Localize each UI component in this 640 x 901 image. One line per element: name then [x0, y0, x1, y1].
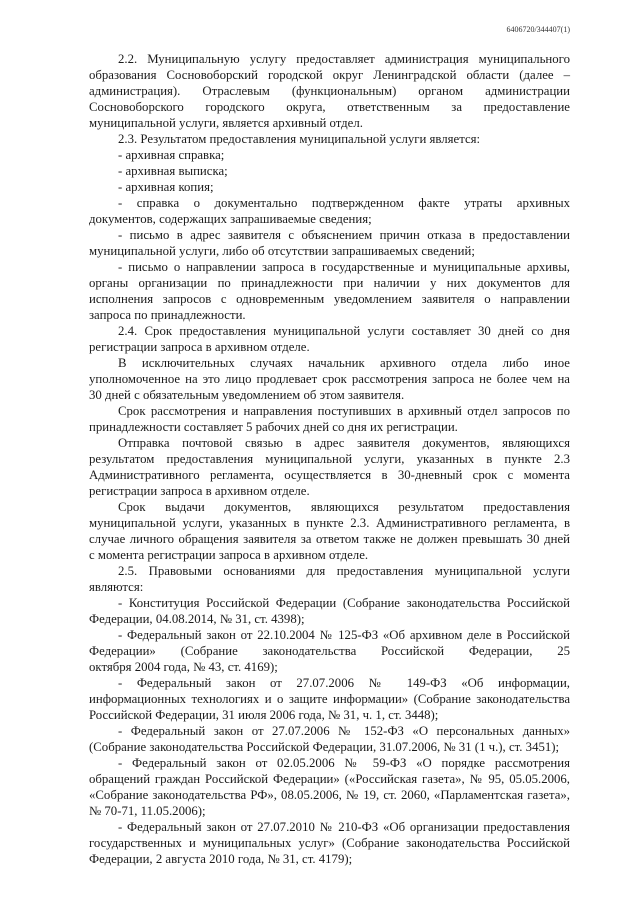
document-id: 6406720/344407(1) — [506, 25, 570, 34]
text-line: образования Сосновоборский городской округ Ленинградской области (далее – — [89, 68, 570, 82]
text-line: В исключительных случаях начальник архивного отдела либо иное — [118, 356, 570, 370]
text-line: органы организации по принадлежности при наличии у них документов для — [89, 276, 570, 290]
paragraph — [89, 499, 570, 563]
text-line: (Собрание законодательства Российской Федерации, 31.07.2006, № 31 (1 ч.), ст. 3451); — [89, 740, 560, 754]
text-line: с момента регистрации запроса в архивном отделе. — [89, 548, 369, 562]
paragraph — [89, 723, 570, 755]
text-line: администрация). Отраслевым (функциональным) органом администрации — [89, 84, 570, 98]
paragraph — [89, 563, 570, 595]
text-line: - Федеральный закон от 27.07.2006 № 149-ФЗ «Об информации, — [118, 676, 570, 690]
text-line: 2.2. Муниципальную услугу предоставляет администрация муниципального — [118, 52, 570, 66]
paragraph — [89, 755, 570, 819]
text-line: - архивная справка; — [118, 148, 225, 162]
text-line: - архивная копия; — [118, 180, 214, 194]
text-line: Отправка почтовой связью в адрес заявителя документов, являющихся — [118, 436, 570, 450]
paragraph — [89, 819, 570, 867]
paragraph — [89, 163, 570, 179]
text-line: 2.5. Правовыми основаниями для предоставления муниципальной услуги — [118, 564, 570, 578]
text-line: запроса по принадлежности. — [89, 308, 246, 322]
text-line: Федерации, 04.08.2014, № 31, ст. 4398); — [89, 612, 305, 626]
document-body — [89, 51, 570, 867]
text-line: муниципальной услуги, указанных в пункте 2.3. Административного регламента, в — [89, 516, 570, 530]
text-line: регистрации запроса в архивном отделе. — [89, 340, 310, 354]
text-line: - Федеральный закон от 02.05.2006 № 59-ФЗ «О порядке рассмотрения — [118, 756, 570, 770]
text-line: - Конституция Российской Федерации (Собрание законодательства Российской — [118, 596, 570, 610]
text-line: «Собрание законодательства РФ», 08.05.2006, № 19, ст. 2060, «Парламентская газета», — [89, 788, 570, 802]
text-line: 2.3. Результатом предоставления муниципальной услуги является: — [118, 132, 481, 146]
text-line: - письмо в адрес заявителя с объяснением причин отказа в предоставлении — [118, 228, 570, 242]
text-line: являются: — [89, 580, 144, 594]
text-line: Срок выдачи документов, являющихся результатом предоставления — [118, 500, 570, 514]
paragraph — [89, 51, 570, 131]
text-line: Российской Федерации, 31 июля 2006 года, № 31, ч. 1, ст. 3448); — [89, 708, 439, 722]
paragraph — [89, 147, 570, 163]
text-line: октября 2004 года, № 43, ст. 4169); — [89, 660, 278, 674]
paragraph — [89, 403, 570, 435]
text-line: 30 дней с обязательным уведомлением об этом заявителя. — [89, 388, 405, 402]
text-line: Сосновоборского городского округа, ответственным за предоставление — [89, 100, 570, 114]
paragraph — [89, 131, 570, 147]
text-line: - Федеральный закон от 22.10.2004 № 125-ФЗ «Об архивном деле в Российской — [118, 628, 570, 642]
paragraph — [89, 595, 570, 627]
text-line: - письмо о направлении запроса в государственные и муниципальные архивы, — [118, 260, 570, 274]
text-line: Административного регламента, осуществляется в 30-дневный срок с момента — [89, 468, 570, 482]
text-line: - архивная выписка; — [118, 164, 228, 178]
paragraph — [89, 435, 570, 499]
text-line: 2.4. Срок предоставления муниципальной услуги составляет 30 дней со дня — [118, 324, 570, 338]
text-line: Срок рассмотрения и направления поступивших в архивный отдел запросов по — [118, 404, 570, 418]
paragraph — [89, 355, 570, 403]
text-line: № 70-71, 11.05.2006); — [89, 804, 206, 818]
paragraph — [89, 627, 570, 675]
text-line: случае личного обращения заявителя за ответом также не должен превышать 30 дней — [89, 532, 570, 546]
text-line: - справка о документально подтвержденном факте утраты архивных — [118, 196, 570, 210]
paragraph — [89, 195, 570, 227]
paragraph — [89, 227, 570, 259]
text-line: Федерации, 2 августа 2010 года, № 31, ст. 4179); — [89, 852, 353, 866]
text-line: исполнения запросов с одновременным уведомлением заявителя о направлении — [89, 292, 570, 306]
text-line: муниципальной услуги, является архивный отдел. — [89, 116, 363, 130]
paragraph — [89, 259, 570, 323]
text-line: документов, содержащих запрашиваемые сведения; — [89, 212, 372, 226]
text-line: Федерации» (Собрание законодательства Российской Федерации, 25 — [89, 644, 570, 658]
text-line: результатом предоставления муниципальной услуги, указанных в пункте 2.3 — [89, 452, 570, 466]
text-line: информационных технологиях и о защите информации» (Собрание законодательства — [89, 692, 570, 706]
text-line: государственных и муниципальных услуг» (Собрание законодательства Российской — [89, 836, 570, 850]
paragraph — [89, 675, 570, 723]
text-line: принадлежности составляет 5 рабочих дней со дня их регистрации. — [89, 420, 458, 434]
paragraph — [89, 179, 570, 195]
text-line: обращений граждан Российской Федерации» («Российская газета», № 95, 05.05.2006, — [89, 772, 570, 786]
text-line: регистрации запроса в архивном отделе. — [89, 484, 310, 498]
text-line: - Федеральный закон от 27.07.2010 № 210-ФЗ «Об организации предоставления — [118, 820, 570, 834]
text-line: муниципальной услуги, либо об отсутствии запрашиваемых сведений; — [89, 244, 475, 258]
text-line: уполномоченное на это лицо продлевает срок рассмотрения запроса не более чем на — [89, 372, 570, 386]
paragraph — [89, 323, 570, 355]
text-line: - Федеральный закон от 27.07.2006 № 152-ФЗ «О персональных данных» — [118, 724, 570, 738]
